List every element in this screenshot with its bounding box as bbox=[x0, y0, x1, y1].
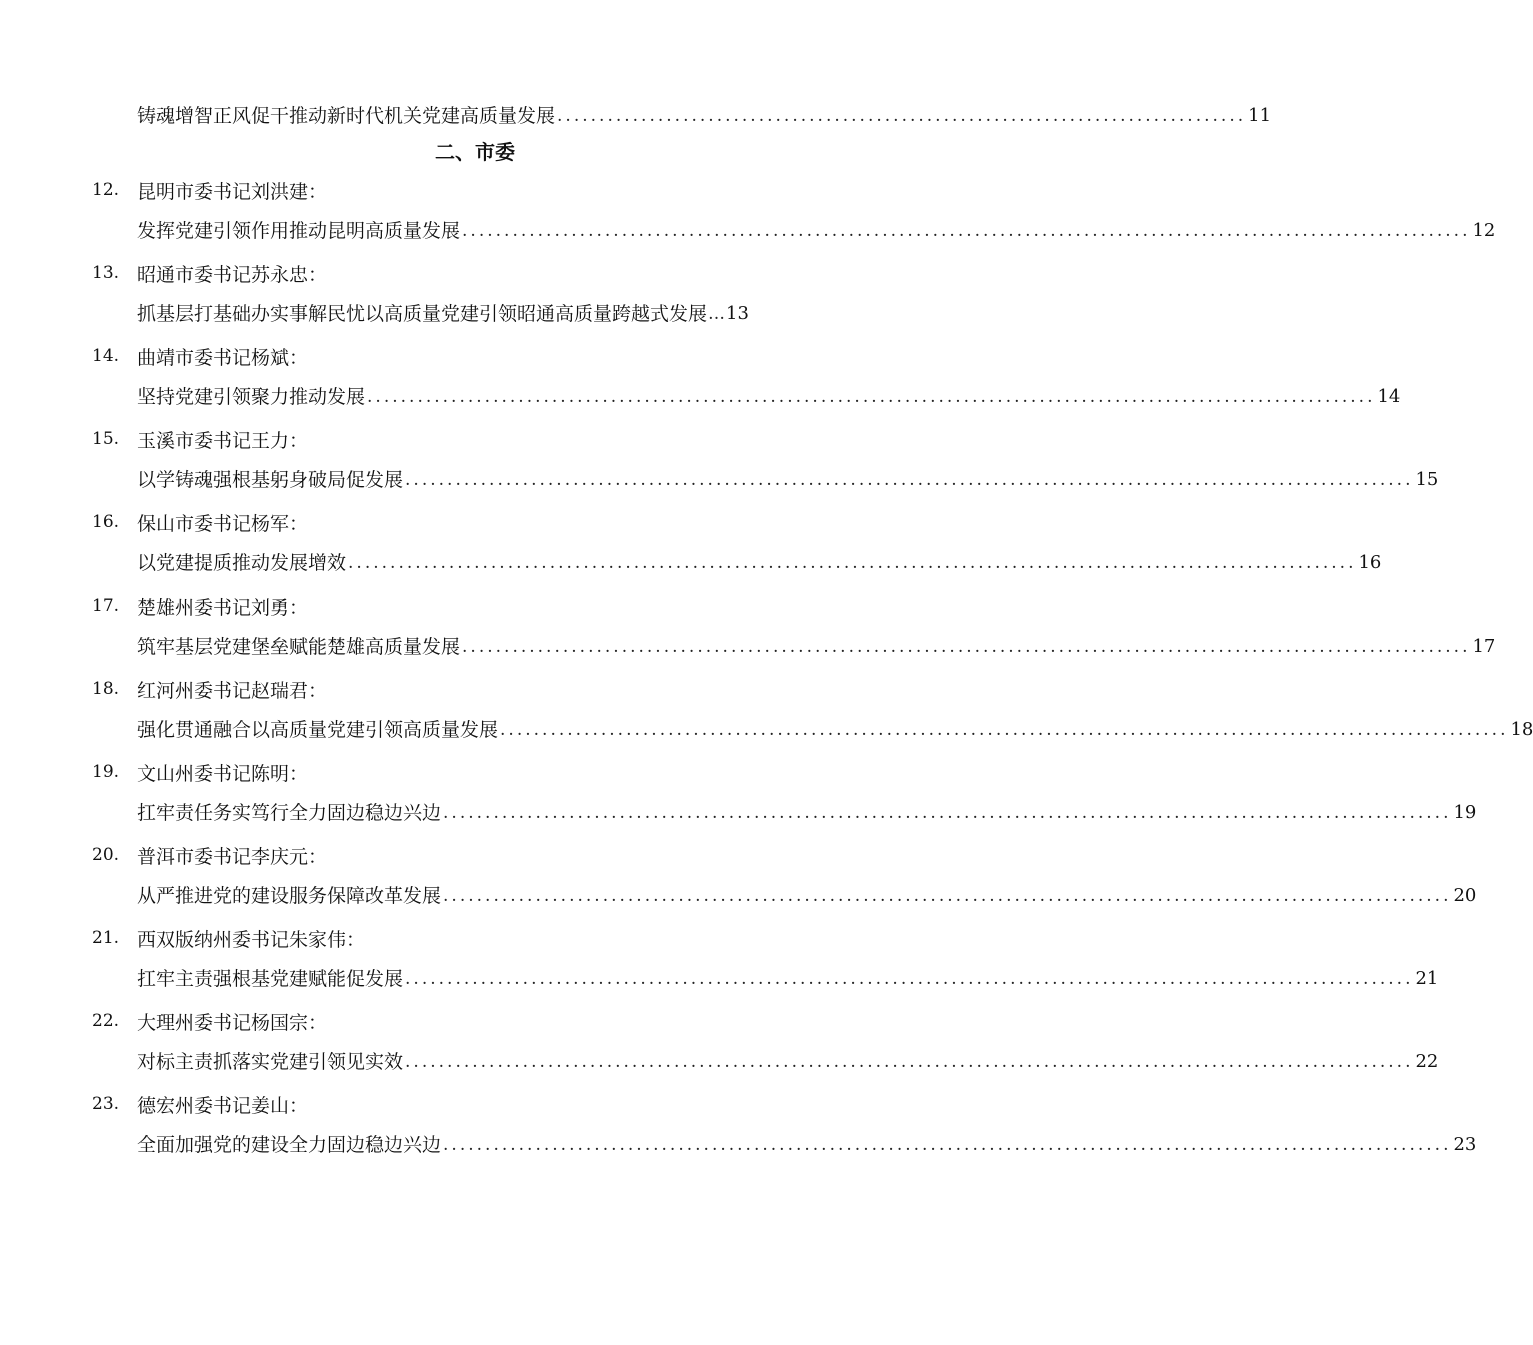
dot-leader: ........................................................................................................................ bbox=[405, 969, 1414, 989]
toc-entry bbox=[137, 465, 1439, 495]
dot-leader: ........................................................................................................................ bbox=[462, 221, 1471, 241]
toc-entry-page: 23 bbox=[1453, 1134, 1477, 1155]
toc-entry-author: 文山州委书记陈明： bbox=[137, 762, 309, 785]
toc-entry-title: 筑牢基层党建堡垒赋能楚雄高质量发展 bbox=[137, 636, 461, 658]
toc-entry-page: 19 bbox=[1453, 802, 1477, 823]
toc-entry-heading bbox=[92, 840, 327, 870]
dot-leader: ........................................................................................................................ bbox=[443, 803, 1452, 823]
toc-entry-title: 抓基层打基础办实事解民忧以高质量党建引领昭通高质量跨越式发展 bbox=[137, 303, 708, 325]
toc-entry-heading bbox=[92, 341, 308, 371]
toc-entry-page: 22 bbox=[1415, 1051, 1439, 1072]
toc-entry-page: 18 bbox=[1510, 719, 1533, 740]
toc-entry-number: 17. bbox=[92, 596, 120, 616]
toc-entry-author: 楚雄州委书记刘勇： bbox=[137, 596, 309, 619]
toc-entry-number: 14. bbox=[92, 346, 120, 366]
toc-entry-page: 17 bbox=[1472, 636, 1496, 657]
toc-entry bbox=[137, 632, 1496, 662]
dot-leader: ........................................................................................................................ bbox=[443, 1135, 1452, 1155]
toc-entry-number: 12. bbox=[92, 180, 120, 200]
toc-entry bbox=[137, 382, 1401, 412]
toc-entry-heading bbox=[92, 591, 308, 621]
toc-entry bbox=[137, 1047, 1439, 1077]
dot-leader: ........................................................................................................................ bbox=[443, 886, 1452, 906]
toc-entry-title: 对标主责抓落实党建引领见实效 bbox=[137, 1051, 404, 1073]
toc-entry-author: 西双版纳州委书记朱家伟： bbox=[137, 928, 366, 951]
toc-entry-title: 全面加强党的建设全力固边稳边兴边 bbox=[137, 1134, 442, 1156]
toc-entry-number: 20. bbox=[92, 845, 120, 865]
toc-entry-heading bbox=[92, 175, 327, 205]
toc-entry-page: 14 bbox=[1377, 386, 1401, 407]
toc-entry-heading bbox=[92, 507, 308, 537]
toc-entry bbox=[137, 548, 1382, 578]
toc-entry-number: 21. bbox=[92, 928, 120, 948]
toc-entry bbox=[137, 798, 1477, 828]
toc-entry-heading bbox=[92, 923, 365, 953]
toc-entry-title: 发挥党建引领作用推动昆明高质量发展 bbox=[137, 220, 461, 242]
toc-entry-author: 红河州委书记赵瑞君： bbox=[137, 679, 328, 702]
toc-entry-heading bbox=[92, 757, 308, 787]
toc-entry-author: 曲靖市委书记杨斌： bbox=[137, 346, 309, 369]
toc-entry-title: 以学铸魂强根基躬身破局促发展 bbox=[137, 469, 404, 491]
dot-leader: … bbox=[708, 304, 726, 324]
toc-entry-number: 18. bbox=[92, 679, 120, 699]
toc-entry-heading bbox=[92, 1006, 327, 1036]
toc-entry-author: 大理州委书记杨国宗： bbox=[137, 1011, 328, 1034]
toc-entry bbox=[137, 881, 1477, 911]
toc-entry-heading bbox=[92, 674, 327, 704]
toc-entry-heading bbox=[92, 1089, 308, 1119]
toc-entry-number: 16. bbox=[92, 512, 120, 532]
toc-entry-title: 扛牢主责强根基党建赋能促发展 bbox=[137, 968, 404, 990]
toc-entry-number: 19. bbox=[92, 762, 120, 782]
toc-entry-author: 玉溪市委书记王力： bbox=[137, 429, 309, 452]
toc-entry-number: 13. bbox=[92, 263, 120, 283]
toc-entry-title: 以党建提质推动发展增效 bbox=[137, 552, 347, 574]
toc-entry-number: 23. bbox=[92, 1094, 120, 1114]
toc-entry bbox=[137, 1130, 1477, 1160]
toc-entry-page: 21 bbox=[1415, 968, 1439, 989]
dot-leader: ........................................................................................................................ bbox=[367, 387, 1376, 407]
toc-entry-title: 坚持党建引领聚力推动发展 bbox=[137, 386, 366, 408]
section-heading: 二、市委 bbox=[435, 140, 515, 164]
toc-entry bbox=[137, 299, 859, 329]
toc-entry-title: 从严推进党的建设服务保障改革发展 bbox=[137, 885, 442, 907]
toc-entry-page: 20 bbox=[1453, 885, 1477, 906]
dot-leader: ........................................................................................................................ bbox=[462, 637, 1471, 657]
toc-entry bbox=[137, 216, 1496, 246]
toc-entry-page: 16 bbox=[1358, 552, 1382, 573]
toc-entry-author: 保山市委书记杨军： bbox=[137, 512, 309, 535]
toc-entry-number: 22. bbox=[92, 1011, 120, 1031]
toc-entry-title: 强化贯通融合以高质量党建引领高质量发展 bbox=[137, 719, 499, 741]
toc-entry-author: 普洱市委书记李庆元： bbox=[137, 845, 328, 868]
toc-entry-number: 15. bbox=[92, 429, 120, 449]
dot-leader: ........................................................................................................................ bbox=[405, 1052, 1414, 1072]
toc-entry-author: 昭通市委书记苏永忠： bbox=[137, 263, 328, 286]
toc-entry-page: 15 bbox=[1415, 469, 1439, 490]
dot-leader: .................................................................................. bbox=[557, 106, 1247, 126]
toc-entry bbox=[137, 964, 1439, 994]
dot-leader: ........................................................................................................................ bbox=[405, 470, 1414, 490]
toc-entry-page: 11 bbox=[1248, 105, 1272, 126]
toc-entry-title: 扛牢责任务实笃行全力固边稳边兴边 bbox=[137, 802, 442, 824]
toc-entry-heading bbox=[92, 258, 327, 288]
toc-entry-heading bbox=[92, 424, 308, 454]
toc-entry-author: 昆明市委书记刘洪建： bbox=[137, 180, 328, 203]
toc-entry-page: 12 bbox=[1472, 220, 1496, 241]
toc-entry-author: 德宏州委书记姜山： bbox=[137, 1094, 309, 1117]
dot-leader: ........................................................................................................................ bbox=[348, 553, 1357, 573]
dot-leader: ........................................................................................................................ bbox=[500, 720, 1509, 740]
toc-entry-top bbox=[137, 101, 1272, 131]
toc-entry bbox=[137, 715, 1533, 745]
toc-entry-title: 铸魂增智正风促干推动新时代机关党建高质量发展 bbox=[137, 105, 556, 127]
toc-entry-page: 13 bbox=[726, 303, 749, 324]
